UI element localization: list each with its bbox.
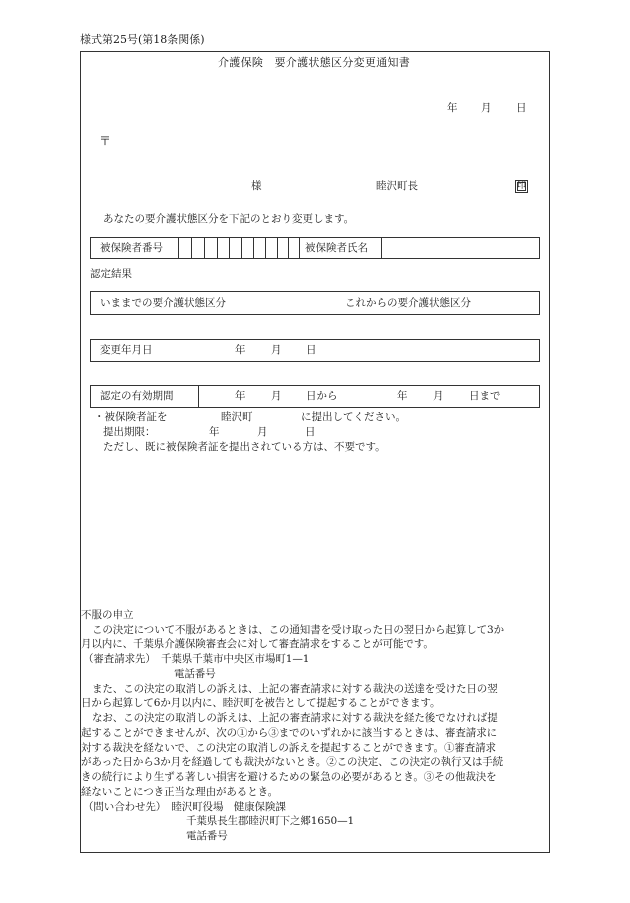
document-title: 介護保険 要介護状態区分変更通知書 xyxy=(218,56,411,69)
objection-line: 日から起算して6か月以内に、睦沢町を被告として提起することができます。 xyxy=(81,697,441,709)
issue-year: 年 xyxy=(447,102,458,114)
objection-line: （問い合わせ先） 睦沢町役場 健康保険課 xyxy=(83,801,286,813)
submission-action: に提出してください。 xyxy=(301,411,406,423)
valid-end-year: 年 xyxy=(397,390,408,403)
deadline-month: 月 xyxy=(257,426,268,438)
objection-line: 電話番号 xyxy=(186,830,228,842)
objection-line: 起することができませんが、次の①から③までのいずれかに該当するときは、審査請求に xyxy=(81,727,497,739)
postal-mark: 〒 xyxy=(99,134,112,148)
issue-day: 日 xyxy=(516,102,527,114)
objection-line: 千葉県長生郡睦沢町下之郷1650—1 xyxy=(186,815,355,827)
issue-month: 月 xyxy=(481,102,492,114)
new-level-label: これからの要介護状態区分 xyxy=(345,296,471,309)
deadline-year: 年 xyxy=(209,426,220,438)
objection-line: 対する裁決を経ないで、この決定の取消しの訴えを提起することができます。①審査請求 xyxy=(81,742,496,754)
valid-period-row xyxy=(90,385,540,408)
insured-number-label: 被保険者番号 xyxy=(100,241,163,254)
recipient-suffix: 様 xyxy=(251,180,262,192)
objection-line: 電話番号 xyxy=(174,668,216,680)
intro-text: あなたの要介護状態区分を下記のとおり変更します。 xyxy=(103,213,355,225)
submission-bullet: ・被保険者証を xyxy=(94,411,168,423)
care-level-row xyxy=(90,291,540,315)
insured-table xyxy=(90,237,540,259)
deadline-day: 日 xyxy=(305,426,316,438)
result-heading: 認定結果 xyxy=(90,268,132,280)
objection-line: なお、この決定の取消しの訴えは、上記の審査請求に対する裁決を経た後でなければ提 xyxy=(92,712,498,724)
valid-start-year: 年 xyxy=(235,390,246,403)
valid-end-month: 月 xyxy=(433,390,444,403)
submission-note: ただし、既に被保険者証を提出されている方は、不要です。 xyxy=(103,441,386,453)
objection-line: があった日から3か月を経過しても裁決がないとき。②この決定、この決定の執行又は手続 xyxy=(81,756,504,768)
valid-end-day: 日まで xyxy=(469,390,501,403)
valid-start-day: 日から xyxy=(306,390,338,403)
change-date-row xyxy=(90,339,540,362)
valid-start-month: 月 xyxy=(271,390,282,403)
objection-line: この決定について不服があるときは、この通知書を受け取った日の翌日から起算して3か xyxy=(92,624,504,636)
valid-period-label: 認定の有効期間 xyxy=(100,390,174,403)
submission-town: 睦沢町 xyxy=(221,411,253,423)
seal-mark: 印 xyxy=(516,181,526,192)
change-day: 日 xyxy=(306,344,317,357)
change-date-label: 変更年月日 xyxy=(100,344,153,357)
issuer-name: 睦沢町長 xyxy=(376,180,418,192)
objection-line: 経ないことにつき正当な理由があるとき。 xyxy=(81,786,278,798)
form-number: 様式第25号(第18条関係) xyxy=(80,33,205,46)
insured-name-label: 被保険者氏名 xyxy=(305,241,368,254)
objection-line: 月以内に、千葉県介護保険審査会に対して審査請求をすることが可能です。 xyxy=(81,638,434,650)
objection-line: （審査請求先） 千葉県千葉市中央区市場町1—1 xyxy=(83,653,310,665)
objection-line: また、この決定の取消しの訴えは、上記の審査請求に対する裁決の送達を受けた日の翌 xyxy=(92,683,498,695)
change-month: 月 xyxy=(271,344,282,357)
objection-heading: 不服の申立 xyxy=(81,609,134,621)
current-level-label: いままでの要介護状態区分 xyxy=(100,296,226,309)
objection-line: きの続行により生ずる著しい損害を避けるための緊急の必要があるとき。③その他裁決を xyxy=(81,771,497,783)
change-year: 年 xyxy=(235,344,246,357)
deadline-label: 提出期限： xyxy=(103,426,156,438)
